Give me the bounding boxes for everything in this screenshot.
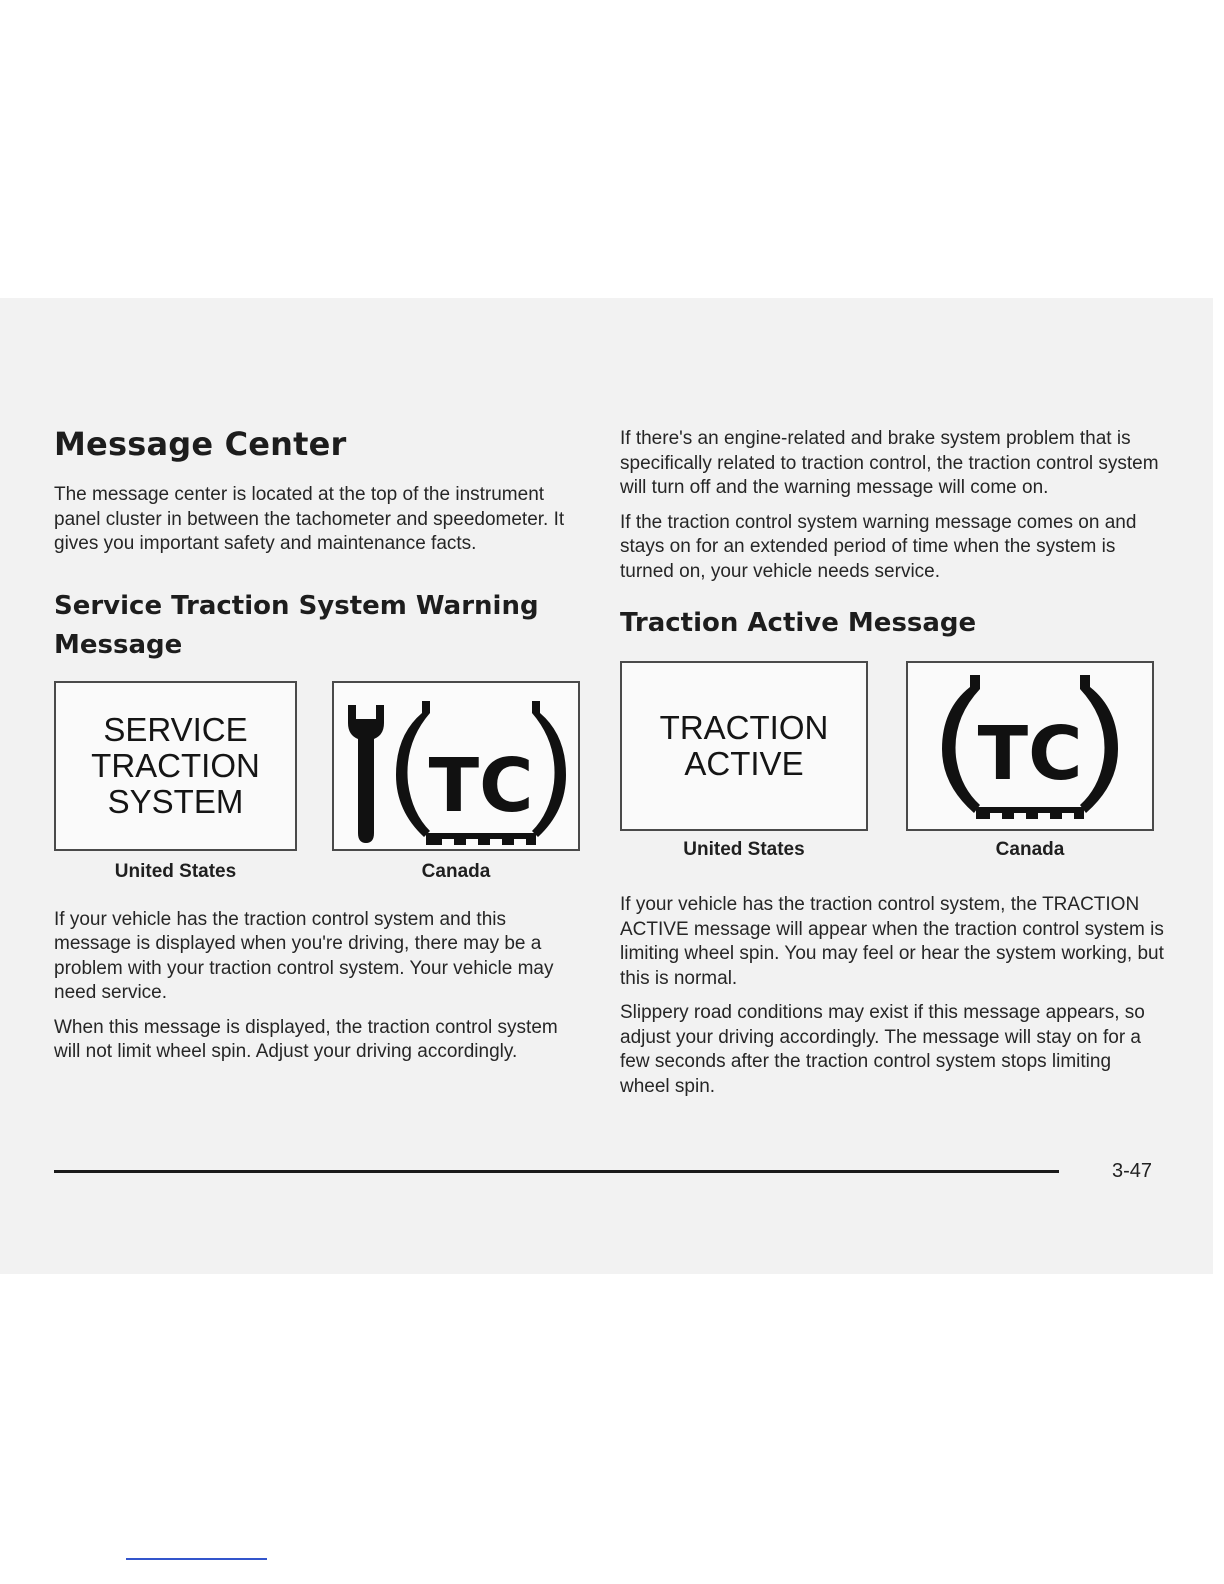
bottom-accent-line — [126, 1558, 267, 1560]
service-traction-paragraph-1: If your vehicle has the traction control system and this message is displayed when you're driving, there may be a problem with your traction control system. Your vehicle may need service. — [54, 908, 554, 1003]
service-traction-figure — [54, 681, 586, 886]
left-column — [54, 425, 586, 1065]
traction-active-heading: Traction Active Message — [620, 608, 977, 638]
traction-active-paragraph-2: Slippery road conditions may exist if this message appears, so adjust your driving accordingly. The message will stay on for a few seconds after the traction control system stops limiting wheel spin. — [620, 1002, 1145, 1097]
traction-active-message-text: TRACTION ACTIVE — [659, 709, 829, 782]
service-traction-paragraph-2: When this message is displayed, the traction control system will not limit wheel spin. Adjust your driving accordingly. — [54, 1016, 558, 1062]
traction-active-paragraph-1: If your vehicle has the traction control system, the TRACTION ACTIVE message will appear when the traction control system is limiting wheel spin. You may feel or hear the system working, but this is normal. — [620, 894, 1164, 989]
tc-icon-box — [906, 661, 1154, 831]
intro-paragraph: The message center is located at the top of the instrument panel cluster in between the tachometer and speedometer. It gives you important safety and maintenance facts. — [54, 484, 565, 554]
service-traction-message-text: SERVICE TRACTION SYSTEM — [91, 710, 260, 820]
wrench-tc-icon-box — [332, 681, 580, 851]
service-traction-message-box — [54, 681, 297, 851]
caption-united-states: United States — [114, 860, 237, 882]
tc-icon-text: TC — [977, 711, 1083, 797]
warning-paragraph-1: If there's an engine-related and brake system problem that is specifically related to traction control, the traction control system will turn off and the warning message will come on. — [620, 428, 1159, 498]
caption-canada: Canada — [421, 860, 491, 882]
traction-active-message-box — [620, 661, 868, 831]
caption-canada: Canada — [995, 839, 1065, 860]
service-traction-heading: Service Traction System Warning Message — [54, 590, 539, 660]
traction-control-icon — [908, 663, 1152, 829]
caption-united-states: United States — [683, 839, 805, 860]
page-number: 3-47 — [1112, 1160, 1153, 1182]
tc-icon-text: TC — [428, 742, 534, 829]
footer-rule — [54, 1170, 1059, 1173]
wrench-traction-control-icon — [334, 683, 578, 849]
right-column — [620, 427, 1165, 1099]
warning-paragraph-2: If the traction control system warning message comes on and stays on for an extended period of time when the system is turned on, your vehicle needs service. — [620, 511, 1137, 582]
traction-active-figure — [620, 661, 1165, 861]
page-title: Message Center — [54, 425, 347, 463]
